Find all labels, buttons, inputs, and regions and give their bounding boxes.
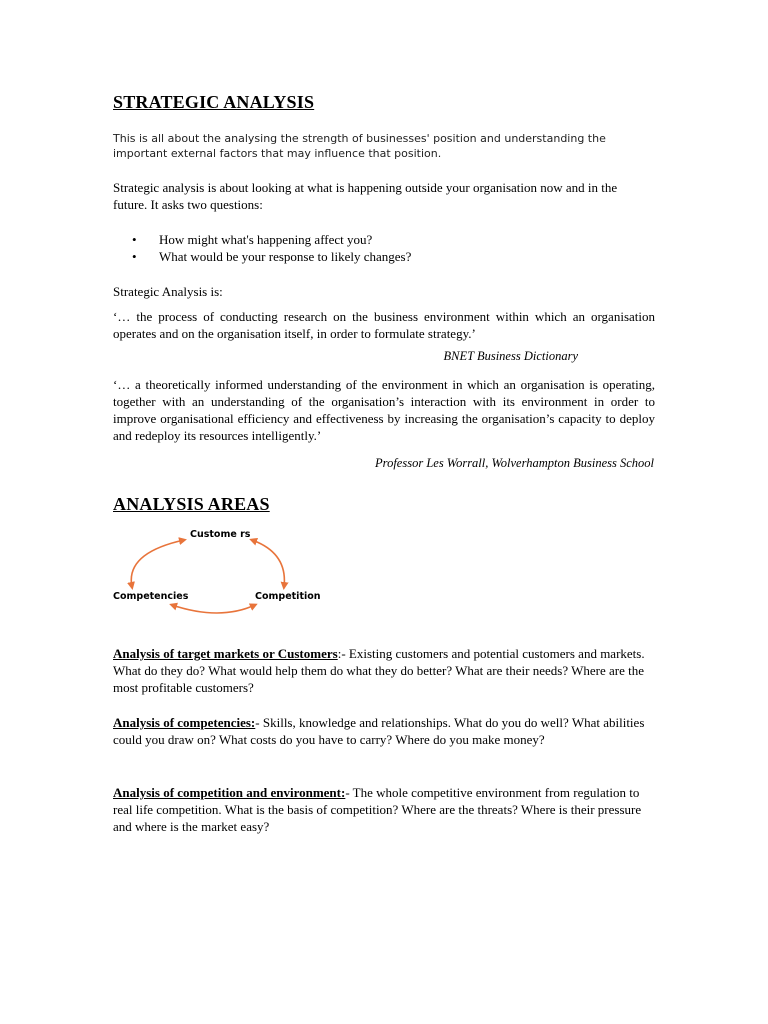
- citation-worrall: Professor Les Worrall, Wolverhampton Business School: [375, 456, 654, 470]
- section-customers-label: Analysis of target markets or Customers: [113, 646, 338, 661]
- question-item: • How might what's happening affect you?: [113, 231, 633, 248]
- diagram-label-competencies: Competencies: [113, 591, 189, 602]
- question-list: [113, 231, 633, 265]
- section-competencies-text: Skills, knowledge and relationships. What do you do well? What abilities could you draw on? What costs do you have to carry? Where do you make money?: [113, 715, 645, 747]
- section-competencies: [113, 714, 653, 748]
- arrow-customers-competencies: [131, 540, 184, 587]
- citation-bnet: BNET Business Dictionary: [443, 349, 578, 363]
- section-customers-text: Existing customers and potential customers and markets. What do they do? What would help them do what they do better? What are their needs? Where are the most profitable customers?: [113, 646, 645, 695]
- heading-analysis-areas: ANALYSIS AREAS: [113, 494, 270, 514]
- diagram-label-customers: Custome rs: [190, 529, 251, 540]
- quote-worrall: ‘… a theoretically informed understanding of the environment in which an organisation is operating, together with an understanding of the organisation’s interaction with its environment in order to improve organisational efficiency and effectiveness by increasing the organisation’s capacity to deploy and redeploy its resources intelligently.’: [113, 377, 655, 443]
- analysis-areas-diagram: [110, 525, 340, 620]
- section-competition-separator: -: [345, 785, 350, 800]
- section-competition-text: The whole competitive environment from regulation to real life competition. What is the basis of competition? Where are the threats? Where is their pressure and where is the market easy?: [113, 785, 642, 834]
- heading-strategic-analysis: STRATEGIC ANALYSIS: [113, 92, 315, 112]
- section-competition: [113, 784, 653, 835]
- diagram-label-competition: Competition: [255, 591, 321, 602]
- question-item: • What would be your response to likely changes?: [113, 248, 633, 265]
- section-competencies-label: Analysis of competencies:: [113, 715, 256, 730]
- section-competition-label: Analysis of competition and environment:: [113, 785, 346, 800]
- paragraph-strategic-analysis: Strategic analysis is about looking at what is happening outside your organisation now and in the future. It asks two questions:: [113, 180, 618, 212]
- section-customers-separator: :-: [337, 646, 346, 661]
- intro-text: This is all about the analysing the strength of businesses' position and understanding the important external factors that may influence that position.: [113, 132, 606, 160]
- section-customers: [113, 645, 653, 696]
- arrow-competencies-competition: [172, 605, 255, 613]
- quote-bnet: ‘… the process of conducting research on the business environment within which an organisation operates and on the organisation itself, in order to formulate strategy.’: [113, 309, 655, 341]
- strategic-analysis-is-label: Strategic Analysis is:: [113, 284, 223, 299]
- section-competencies-separator: -: [255, 715, 260, 730]
- arrow-customers-competition: [252, 540, 284, 587]
